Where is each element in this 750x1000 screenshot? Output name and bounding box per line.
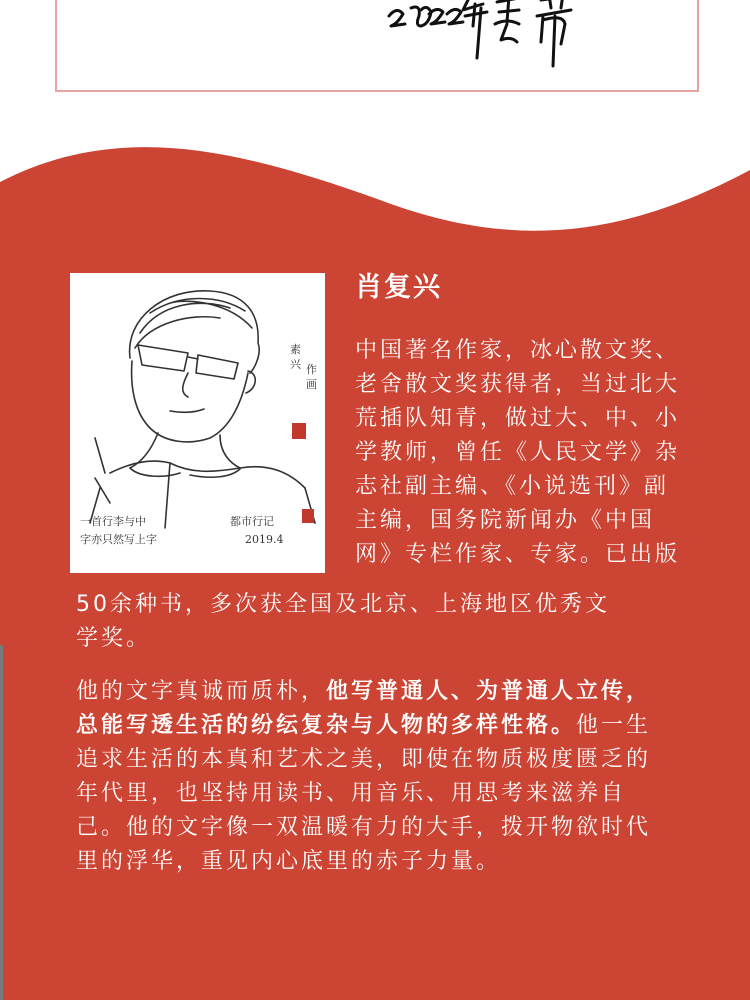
para2-bold-2: 总能写透生活的纷纭复杂与人物的多样性格。 <box>76 713 577 738</box>
para2-line-6: 里的浮华，重见内心底里的赤子力量。 <box>76 849 502 874</box>
seal-icon <box>292 423 306 439</box>
bio-line-2: 老舍散文奖获得者，当过北大 <box>355 372 681 397</box>
bio-line-6: 主编，国务院新闻办《中国 <box>355 508 656 533</box>
bio-line-3: 荒插队知青，做过大、中、小 <box>355 406 681 431</box>
portrait-caption-4: 2019.4 <box>245 533 284 546</box>
para2-normal-2: 他一生 <box>576 713 652 738</box>
portrait-caption-2: 字亦只然写上字 <box>80 533 157 546</box>
bio-line-7: 网》专栏作家、专家。已出版 <box>355 542 681 567</box>
para2-line-5: 己。他的文字像一双温暖有力的大手，拨开物欲时代 <box>76 815 652 840</box>
bio-line-9: 学奖。 <box>76 626 152 651</box>
portrait-caption-1: 一首行李与中 <box>80 515 146 528</box>
svg-text:兴: 兴 <box>290 358 301 371</box>
author-name: 肖复兴 <box>355 272 442 303</box>
para2-bold-1: 他写普通人、为普通人立传， <box>326 679 652 704</box>
author-sketch-portrait-icon <box>70 273 325 573</box>
svg-text:作: 作 <box>306 363 317 376</box>
para2-line-4: 年代里，也坚持用读书、用音乐、用思考来滋养自 <box>76 781 627 806</box>
bio-line-1: 中国著名作家，冰心散文奖、 <box>355 338 681 363</box>
svg-text:画: 画 <box>306 378 317 391</box>
para2-line-1 <box>76 675 651 709</box>
portrait-caption-3: 都市行记 <box>230 515 274 528</box>
bio-line-5: 志社副主编、《小说选刊》副 <box>355 474 670 499</box>
edge-bar <box>0 645 3 1000</box>
para2-line-3: 追求生活的本真和艺术之美，即使在物质极度匮乏的 <box>76 747 652 772</box>
para2-normal-1: 他的文字真诚而质朴， <box>76 679 327 704</box>
portrait-side-text: 素 <box>290 343 301 356</box>
bio-line-8: 50余种书，多次获全国及北京、上海地区优秀文 <box>76 592 610 617</box>
author-portrait <box>70 273 325 573</box>
para2-line-2 <box>76 709 651 743</box>
bio-line-4: 学教师，曾任《人民文学》杂 <box>355 440 681 465</box>
